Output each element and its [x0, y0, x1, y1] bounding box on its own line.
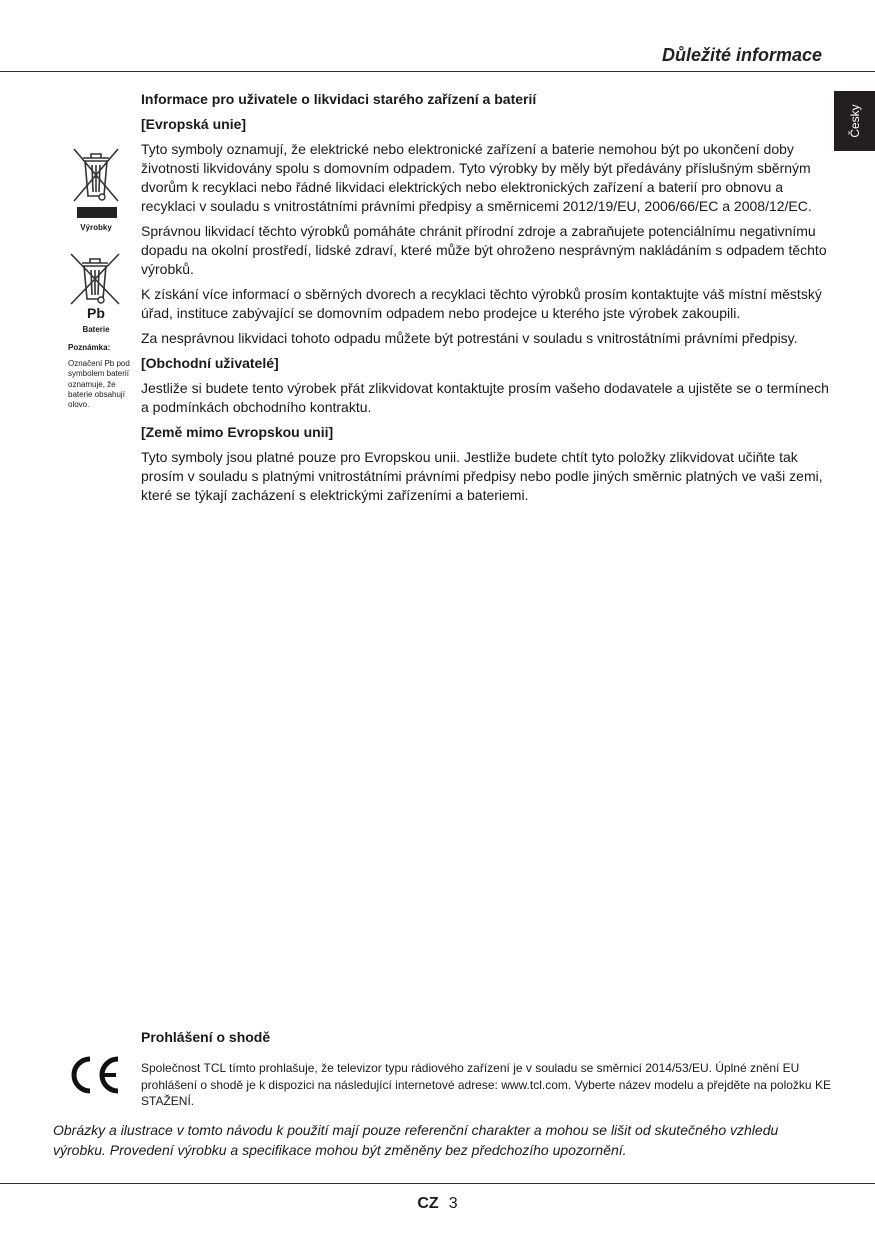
business-heading: [Obchodní uživatelé] [141, 355, 279, 371]
eu-paragraph: Tyto symboly oznamují, že elektrické nebo elektronické zařízení a baterie nemohou být po ukončení doby životnosti likvidovány spolu s domovním odpadem. Tyto výrobky by měly být předávány příslušným sběrným dvorům k recyklaci nebo řádné likvidaci elektrických nebo elektronických zařízení a baterií pro obnovu a recyklaci v souladu s vnitrostátními právními předpisy a směrnicemi 2012/19/EU, 2006/66/EC a 2008/12/EC. [141, 141, 812, 214]
page-number: 3 [448, 1195, 458, 1212]
declaration-title: Prohlášení o shodě [141, 1029, 271, 1045]
business-paragraph: Jestliže si budete tento výrobek přát zlikvidovat kontaktujte prosím vašeho dodavatele a ujistěte se o termínech a podmínkách obchodního kontraktu. [141, 380, 829, 415]
language-tab-label: Česky [847, 104, 862, 138]
eu-paragraph: Správnou likvidací těchto výrobků pomáháte chránit přírodní zdroje a zabraňujete potenciálnímu negativnímu dopadu na okolní prostředí, lidské zdraví, které může být ohroženo nesprávným nakládáním s odpadem těchto výrobků. [141, 223, 827, 277]
note-text: Označení Pb pod symbolem baterií oznamuje, že baterie obsahují olovo. [68, 359, 130, 410]
note-label: Poznámka: [68, 343, 111, 352]
page-header-title: Důležité informace [661, 45, 822, 65]
header-divider [0, 71, 875, 72]
eu-paragraph: Za nesprávnou likvidaci tohoto odpadu můžete být potrestáni v souladu s vnitrostátními právními předpisy. [141, 330, 798, 346]
pb-symbol: Pb [87, 305, 105, 321]
eu-paragraph: K získání více informací o sběrných dvorech a recyklaci těchto výrobků prosím kontaktujte váš místní městský úřad, instituce zabývající se domovním odpadem nebo prodejce u kterého jste výrobek zakoupili. [141, 286, 822, 321]
battery-label: Baterie [82, 325, 110, 334]
page-footer [0, 1195, 875, 1213]
non-eu-paragraph: Tyto symboly jsou platné pouze pro Evropskou unii. Jestliže budete chtít tyto položky zlikvidovat učiňte tak prosím v souladu s platnými vnitrostátními právními předpisy nebo podle jiných směrnic platných ve vaši zemi, které se týkají zacházení s elektrickými zařízeními a bateriemi. [141, 449, 823, 503]
footer-language-code: CZ [417, 1195, 439, 1212]
crossed-bin-icon [70, 145, 122, 219]
ce-mark-icon [68, 1055, 122, 1095]
language-tab [834, 91, 875, 151]
products-label: Výrobky [80, 223, 112, 232]
section-title: Informace pro uživatele o likvidaci starého zařízení a baterií [141, 91, 537, 107]
non-eu-heading: [Země mimo Evropskou unii] [141, 424, 334, 440]
disposal-info-section [141, 90, 831, 511]
eu-heading: [Evropská unie] [141, 116, 247, 132]
footer-divider [0, 1183, 875, 1184]
declaration-text: Společnost TCL tímto prohlašuje, že televizor typu rádiového zařízení je v souladu se směrnicí 2014/53/EU. Úplné znění EU prohlášení o shodě je k dispozici na následující internetové adrese: www.tcl.com. Vyberte název modelu a přejděte na položku KE STAŽENÍ. [141, 1061, 831, 1108]
disclaimer-text: Obrázky a ilustrace v tomto návodu k použití mají pouze referenční charakter a mohou se lišit od skutečného vzhledu výrobku. Provedení výrobku a specifikace mohou být změněny bez předchozího upozornění. [53, 1122, 779, 1158]
crossed-battery-bin-icon [68, 252, 122, 306]
